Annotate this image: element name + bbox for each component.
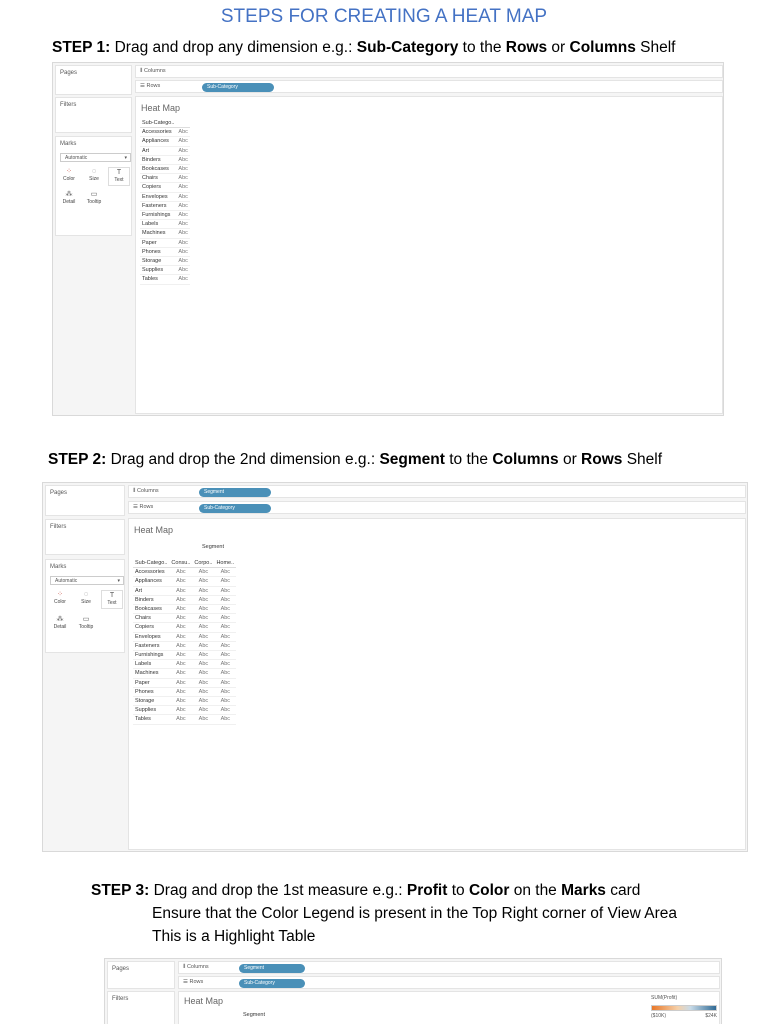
column-header: Corpo.. <box>194 560 213 566</box>
value-cell: Abc <box>178 156 188 163</box>
table-row <box>133 641 236 650</box>
size-icon: ◌ <box>83 591 89 598</box>
sub-category-cell: Fasteners <box>133 641 169 650</box>
sub-category-cell: Paper <box>140 238 176 247</box>
value-cell: Abc <box>169 623 192 632</box>
table-row <box>140 183 190 192</box>
size-label: Size <box>81 599 91 605</box>
marks-label: Marks <box>50 564 67 570</box>
tableau-screenshot-step-3 <box>104 958 722 1024</box>
size-icon: ◌ <box>91 168 97 175</box>
value-cell: Abc <box>192 678 214 687</box>
rows-shelf[interactable] <box>135 80 723 93</box>
sub-category-cell: Tables <box>140 275 176 284</box>
text-label: Text <box>114 177 124 183</box>
view-area <box>128 518 746 850</box>
text-icon: T <box>109 592 115 599</box>
columns-label-text: Columns <box>186 964 209 970</box>
table-row <box>133 586 236 595</box>
text-button[interactable] <box>101 590 123 609</box>
table-row <box>133 687 236 696</box>
rows-label-text: Rows <box>146 83 161 89</box>
size-button[interactable] <box>75 590 97 609</box>
pages-pane <box>45 485 125 516</box>
sub-category-cell: Supplies <box>140 266 176 275</box>
columns-label: ⦀ Columns <box>183 964 209 970</box>
columns-shelf[interactable] <box>135 65 723 78</box>
sub-category-cell: Binders <box>140 155 176 164</box>
tableau-screenshot-step-1 <box>52 62 724 416</box>
table-row <box>133 568 236 577</box>
value-cell: Abc <box>192 669 214 678</box>
value-cell: Abc <box>178 212 188 219</box>
value-cell: Abc <box>169 586 192 595</box>
value-cell: Abc <box>192 687 214 696</box>
value-cell: Abc <box>169 678 192 687</box>
value-cell: Abc <box>192 697 214 706</box>
table-row <box>140 128 190 137</box>
step-3-text: card <box>605 882 641 899</box>
rows-label: ☰ Rows <box>140 83 161 89</box>
step-2-text: Drag and drop the 2nd dimension e.g.: <box>106 451 380 468</box>
marks-label: Marks <box>60 141 77 147</box>
value-cell: Abc <box>169 706 192 715</box>
color-label: Color <box>54 599 66 605</box>
table-row <box>140 220 190 229</box>
sub-category-cell: Labels <box>133 660 169 669</box>
value-cell: Abc <box>169 660 192 669</box>
step-2-text: or <box>558 451 582 468</box>
color-icon: ⁘ <box>66 168 72 175</box>
value-cell: Abc <box>169 614 192 623</box>
columns-label-text: Columns <box>143 68 166 74</box>
legend-max: $24K <box>705 1013 717 1019</box>
value-cell: Abc <box>192 715 214 724</box>
sub-category-cell: Labels <box>140 220 176 229</box>
sub-category-cell: Supplies <box>133 706 169 715</box>
sub-category-cell: Art <box>133 586 169 595</box>
tooltip-icon: ▭ <box>90 191 98 198</box>
step-3-heading <box>91 882 640 900</box>
value-cell: Abc <box>178 129 188 136</box>
segment-pill[interactable]: Segment <box>199 488 271 497</box>
sub-category-cell: Furnishings <box>140 211 176 220</box>
sub-category-cell: Fasteners <box>140 201 176 210</box>
table-row <box>140 155 190 164</box>
value-cell: Abc <box>214 697 236 706</box>
sub-category-cell: Storage <box>133 697 169 706</box>
sub-category-cell: Machines <box>140 229 176 238</box>
value-cell: Abc <box>169 651 192 660</box>
text-label: Text <box>107 600 117 606</box>
detail-label: Detail <box>53 624 67 630</box>
sub-category-cell: Paper <box>133 678 169 687</box>
text-button[interactable] <box>108 167 130 186</box>
value-cell: Abc <box>214 577 236 586</box>
step-2-heading <box>48 451 662 469</box>
value-cell: Abc <box>178 193 188 200</box>
view-area <box>135 96 723 414</box>
row-header: Sub-Catego.. <box>142 120 175 126</box>
sub-category-cell: Furnishings <box>133 651 169 660</box>
value-cell: Abc <box>178 248 188 255</box>
color-button[interactable] <box>58 167 80 186</box>
segment-pill[interactable]: Segment <box>239 964 305 973</box>
columns-label: ⦀ Columns <box>133 488 159 494</box>
step-1-bold-1: Sub-Category <box>356 39 459 56</box>
empty-header <box>176 119 189 128</box>
sub-category-cell: Machines <box>133 669 169 678</box>
table-row <box>133 651 236 660</box>
value-cell: Abc <box>169 577 192 586</box>
value-cell: Abc <box>192 614 214 623</box>
value-cell: Abc <box>178 221 188 228</box>
value-cell: Abc <box>178 184 188 191</box>
filters-label: Filters <box>60 102 77 108</box>
table-row <box>140 174 190 183</box>
table-row <box>133 577 236 586</box>
mark-type-value: Automatic <box>65 155 88 161</box>
table-row <box>133 697 236 706</box>
sub-category-cell: Chairs <box>140 174 176 183</box>
step-1-text: Drag and drop any dimension e.g.: <box>110 39 357 56</box>
rows-shelf[interactable] <box>128 501 746 514</box>
value-cell: Abc <box>169 669 192 678</box>
sub-category-cell: Phones <box>133 687 169 696</box>
table-row <box>133 715 236 724</box>
value-cell: Abc <box>192 641 214 650</box>
value-cell: Abc <box>214 568 236 577</box>
filters-label: Filters <box>112 996 129 1002</box>
mark-type-dropdown[interactable] <box>50 576 124 585</box>
tooltip-label: Tooltip <box>86 199 102 205</box>
value-cell: Abc <box>214 669 236 678</box>
value-cell: Abc <box>192 586 214 595</box>
detail-button[interactable] <box>58 190 80 209</box>
step-3-bold-2: Color <box>468 882 510 899</box>
step-1-bold-3: Columns <box>569 39 636 56</box>
tooltip-icon: ▭ <box>82 616 90 623</box>
chevron-down-icon: ▾ <box>124 155 127 161</box>
value-cell: Abc <box>192 632 214 641</box>
step-1-text: Shelf <box>635 39 676 56</box>
rows-label: ☰ Rows <box>183 979 204 985</box>
step-1-heading <box>52 39 675 57</box>
text-table <box>133 559 236 725</box>
pages-pane <box>107 961 175 989</box>
tooltip-label: Tooltip <box>78 624 94 630</box>
table-row <box>140 137 190 146</box>
rows-label: ☰ Rows <box>133 504 154 510</box>
color-label: Color <box>63 176 75 182</box>
step-1-bold-2: Rows <box>505 39 548 56</box>
value-cell: Abc <box>214 678 236 687</box>
value-cell: Abc <box>214 715 236 724</box>
table-row <box>140 247 190 256</box>
value-cell: Abc <box>192 651 214 660</box>
page-title: STEPS FOR CREATING A HEAT MAP <box>220 6 548 27</box>
value-cell: Abc <box>178 138 188 145</box>
value-cell: Abc <box>169 568 192 577</box>
text-icon: T <box>116 169 122 176</box>
step-2-bold-2: Columns <box>492 451 559 468</box>
table-row <box>140 238 190 247</box>
filters-pane <box>107 991 175 1024</box>
step-3-text: Drag and drop the 1st measure e.g.: <box>149 882 407 899</box>
sub-category-pill[interactable]: Sub-Category <box>239 979 305 988</box>
rows-shelf[interactable] <box>178 976 720 989</box>
filters-pane <box>45 519 125 555</box>
step-3-bold-1: Profit <box>406 882 448 899</box>
table-row <box>133 632 236 641</box>
sub-category-pill[interactable]: Sub-Category <box>199 504 271 513</box>
sheet-title: Heat Map <box>134 525 174 535</box>
value-cell: Abc <box>192 577 214 586</box>
sub-category-pill[interactable]: Sub-Category <box>202 83 274 92</box>
sub-category-cell: Bookcases <box>140 165 176 174</box>
value-cell: Abc <box>169 632 192 641</box>
step-1-text: to the <box>458 39 506 56</box>
value-cell: Abc <box>178 166 188 173</box>
step-3-line-2: Ensure that the Color Legend is present in the Top Right corner of View Area <box>152 905 678 922</box>
sub-category-cell: Appliances <box>140 137 176 146</box>
detail-icon: ⁂ <box>56 616 64 623</box>
sub-category-cell: Envelopes <box>133 632 169 641</box>
table-row <box>133 706 236 715</box>
column-header: Home.. <box>216 560 235 566</box>
sub-category-cell: Storage <box>140 257 176 266</box>
sub-category-cell: Binders <box>133 595 169 604</box>
value-cell: Abc <box>178 239 188 246</box>
value-cell: Abc <box>192 568 214 577</box>
sub-category-cell: Copiers <box>140 183 176 192</box>
step-3-text: on the <box>509 882 562 899</box>
tooltip-button[interactable] <box>83 190 105 209</box>
value-cell: Abc <box>178 258 188 265</box>
value-cell: Abc <box>178 175 188 182</box>
size-button[interactable] <box>83 167 105 186</box>
sub-category-cell: Phones <box>140 247 176 256</box>
value-cell: Abc <box>214 706 236 715</box>
size-label: Size <box>89 176 99 182</box>
sub-category-cell: Accessories <box>140 128 176 137</box>
sub-category-cell: Art <box>140 146 176 155</box>
step-2-prefix: STEP 2: <box>48 451 107 468</box>
value-cell: Abc <box>214 651 236 660</box>
value-cell: Abc <box>214 605 236 614</box>
filters-label: Filters <box>50 524 67 530</box>
value-cell: Abc <box>178 276 188 283</box>
pages-label: Pages <box>50 490 68 496</box>
step-3-line-3: This is a Highlight Table <box>152 928 316 945</box>
value-cell: Abc <box>192 605 214 614</box>
value-cell: Abc <box>214 586 236 595</box>
pages-label: Pages <box>60 70 78 76</box>
value-cell: Abc <box>214 632 236 641</box>
step-3-prefix: STEP 3: <box>91 882 150 899</box>
table-row <box>140 146 190 155</box>
table-row <box>133 669 236 678</box>
sub-category-cell: Accessories <box>133 568 169 577</box>
value-cell: Abc <box>192 660 214 669</box>
value-cell: Abc <box>192 623 214 632</box>
value-cell: Abc <box>169 641 192 650</box>
value-cell: Abc <box>178 230 188 237</box>
tooltip-button[interactable] <box>75 615 97 634</box>
columns-label-text: Columns <box>136 488 159 494</box>
value-cell: Abc <box>169 715 192 724</box>
sub-category-cell: Copiers <box>133 623 169 632</box>
table-row <box>140 165 190 174</box>
value-cell: Abc <box>178 202 188 209</box>
value-cell: Abc <box>178 147 188 154</box>
color-button[interactable] <box>49 590 71 609</box>
table-row <box>140 275 190 284</box>
legend-min: ($10K) <box>651 1013 667 1019</box>
table-row <box>133 660 236 669</box>
step-2-bold-3: Rows <box>581 451 623 468</box>
text-table <box>140 119 190 285</box>
legend-gradient <box>651 1005 717 1011</box>
table-row <box>140 211 190 220</box>
sheet-title: Heat Map <box>184 996 224 1006</box>
step-1-prefix: STEP 1: <box>52 39 111 56</box>
sub-category-cell: Bookcases <box>133 605 169 614</box>
table-row <box>133 605 236 614</box>
sub-category-cell: Chairs <box>133 614 169 623</box>
marks-card <box>55 136 132 236</box>
mark-type-value: Automatic <box>55 578 78 584</box>
value-cell: Abc <box>169 605 192 614</box>
rows-label-text: Rows <box>189 979 204 985</box>
table-row <box>140 201 190 210</box>
value-cell: Abc <box>214 641 236 650</box>
step-2-text: Shelf <box>622 451 663 468</box>
value-cell: Abc <box>178 267 188 274</box>
pages-pane <box>55 65 132 95</box>
tableau-screenshot-step-2 <box>42 482 748 852</box>
mark-type-dropdown[interactable] <box>60 153 131 162</box>
table-row <box>140 257 190 266</box>
value-cell: Abc <box>214 687 236 696</box>
step-3-text: to <box>447 882 469 899</box>
color-legend <box>649 994 719 1024</box>
rows-label-text: Rows <box>139 504 154 510</box>
step-2-bold-1: Segment <box>379 451 445 468</box>
value-cell: Abc <box>169 697 192 706</box>
filters-pane <box>55 97 132 133</box>
chevron-down-icon: ▾ <box>117 578 120 584</box>
row-header: Sub-Catego.. <box>135 560 168 566</box>
sheet-title: Heat Map <box>141 103 181 113</box>
value-cell: Abc <box>169 687 192 696</box>
value-cell: Abc <box>214 660 236 669</box>
table-row <box>133 614 236 623</box>
sub-category-cell: Envelopes <box>140 192 176 201</box>
color-icon: ⁘ <box>57 591 63 598</box>
pages-label: Pages <box>112 966 130 972</box>
table-row <box>140 266 190 275</box>
step-3-bold-3: Marks <box>561 882 606 899</box>
sub-category-cell: Tables <box>133 715 169 724</box>
columns-shelf[interactable] <box>128 485 746 498</box>
table-row <box>140 192 190 201</box>
table-row <box>133 623 236 632</box>
value-cell: Abc <box>214 614 236 623</box>
value-cell: Abc <box>214 623 236 632</box>
value-cell: Abc <box>169 595 192 604</box>
value-cell: Abc <box>214 595 236 604</box>
detail-label: Detail <box>62 199 76 205</box>
detail-icon: ⁂ <box>65 191 73 198</box>
marks-card <box>45 559 125 653</box>
detail-button[interactable] <box>49 615 71 634</box>
column-header: Consu.. <box>171 560 191 566</box>
table-row <box>140 229 190 238</box>
value-cell: Abc <box>192 595 214 604</box>
columns-shelf[interactable] <box>178 961 720 974</box>
legend-title: SUM(Profit) <box>651 995 678 1001</box>
table-row <box>133 678 236 687</box>
sub-category-cell: Appliances <box>133 577 169 586</box>
columns-label: ⦀ Columns <box>140 68 166 74</box>
segment-header: Segment <box>243 1012 266 1018</box>
segment-header: Segment <box>202 544 225 550</box>
step-1-text: or <box>547 39 570 56</box>
view-area <box>178 991 720 1024</box>
table-row <box>133 595 236 604</box>
value-cell: Abc <box>192 706 214 715</box>
step-2-text: to the <box>444 451 493 468</box>
